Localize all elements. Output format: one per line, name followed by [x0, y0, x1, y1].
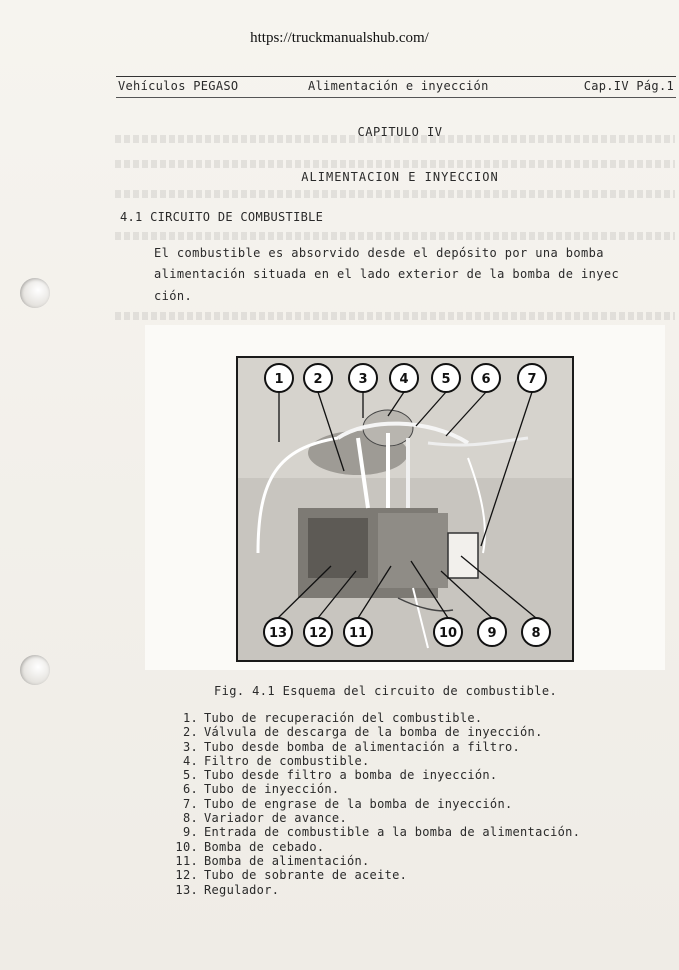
callout-label: 10	[438, 626, 458, 641]
callout-label: 12	[308, 626, 328, 641]
legend-item	[158, 740, 580, 754]
legend-number: 2.	[182, 725, 198, 740]
legend-text: Tubo de recuperación del combustible.	[204, 711, 483, 725]
callout-label: 7	[527, 372, 537, 387]
callout-label: 2	[313, 372, 323, 387]
figure-caption: Fig. 4.1 Esquema del circuito de combustible.	[214, 684, 558, 698]
callout-label: 3	[358, 372, 368, 387]
legend-item	[158, 840, 580, 854]
legend-item	[158, 811, 580, 825]
callouts-top	[265, 364, 546, 392]
legend-item	[158, 711, 580, 725]
callout-layer	[236, 356, 570, 658]
legend-item	[158, 883, 580, 897]
figure-legend	[158, 711, 580, 897]
legend-text: Tubo desde bomba de alimentación a filtro.	[204, 739, 521, 754]
legend-text: Tubo desde filtro a bomba de inyección.	[204, 768, 498, 783]
legend-text: Tubo de inyección.	[204, 782, 340, 797]
paragraph-line: ción.	[154, 289, 193, 303]
bleed-through	[115, 190, 675, 198]
legend-item	[158, 725, 580, 739]
legend-number: 11.	[175, 853, 198, 868]
legend-item	[158, 797, 580, 811]
callout-label: 6	[481, 372, 491, 387]
paragraph-line: alimentación situada en el lado exterior de la bomba de inyec	[154, 267, 620, 281]
legend-number: 9.	[182, 825, 198, 840]
legend-number: 3.	[182, 739, 198, 754]
legend-text: Filtro de combustible.	[204, 753, 370, 768]
section-heading: 4.1 CIRCUITO DE COMBUSTIBLE	[120, 210, 324, 224]
bleed-through	[115, 160, 675, 168]
legend-text: Válvula de descarga de la bomba de inyección.	[204, 725, 543, 740]
legend-number: 5.	[182, 768, 198, 783]
legend-text: Regulador.	[204, 882, 280, 897]
legend-number: 4.	[182, 753, 198, 768]
page-header	[116, 76, 676, 98]
legend-item	[158, 868, 580, 882]
legend-number: 7.	[182, 796, 198, 811]
legend-text: Bomba de alimentación.	[204, 853, 370, 868]
legend-item	[158, 854, 580, 868]
header-left: Vehículos PEGASO	[118, 79, 239, 93]
legend-number: 13.	[175, 882, 198, 897]
callouts-bottom	[264, 618, 550, 646]
legend-text: Tubo de sobrante de aceite.	[204, 868, 408, 883]
callout-label: 13	[268, 626, 288, 641]
callout-label: 8	[531, 626, 541, 641]
header-right: Cap.IV Pág.1	[583, 79, 674, 93]
legend-text: Entrada de combustible a la bomba de alimentación.	[204, 825, 581, 840]
legend-number: 12.	[175, 868, 198, 883]
bleed-through	[115, 312, 675, 320]
legend-text: Bomba de cebado.	[204, 839, 325, 854]
callout-label: 4	[399, 372, 409, 387]
legend-item	[158, 768, 580, 782]
binder-hole	[20, 655, 50, 685]
legend-item	[158, 782, 580, 796]
callout-label: 1	[274, 372, 284, 387]
chapter-title: ALIMENTACION E INYECCION	[301, 170, 499, 184]
source-url[interactable]: https://truckmanualshub.com/	[250, 30, 429, 46]
callout-label: 9	[487, 626, 497, 641]
bleed-through	[115, 232, 675, 240]
callout-label: 5	[441, 372, 451, 387]
callout-label: 11	[348, 626, 368, 641]
legend-number: 8.	[182, 811, 198, 826]
legend-number: 1.	[182, 711, 198, 725]
legend-item	[158, 825, 580, 839]
legend-item	[158, 754, 580, 768]
legend-number: 10.	[175, 839, 198, 854]
chapter-number: CAPITULO IV	[357, 125, 443, 139]
legend-text: Tubo de engrase de la bomba de inyección.	[204, 796, 513, 811]
legend-text: Variador de avance.	[204, 811, 347, 826]
binder-hole	[20, 278, 50, 308]
header-center: Alimentación e inyección	[308, 79, 489, 93]
legend-number: 6.	[182, 782, 198, 797]
paragraph-line: El combustible es absorvido desde el depósito por una bomba	[154, 246, 604, 260]
